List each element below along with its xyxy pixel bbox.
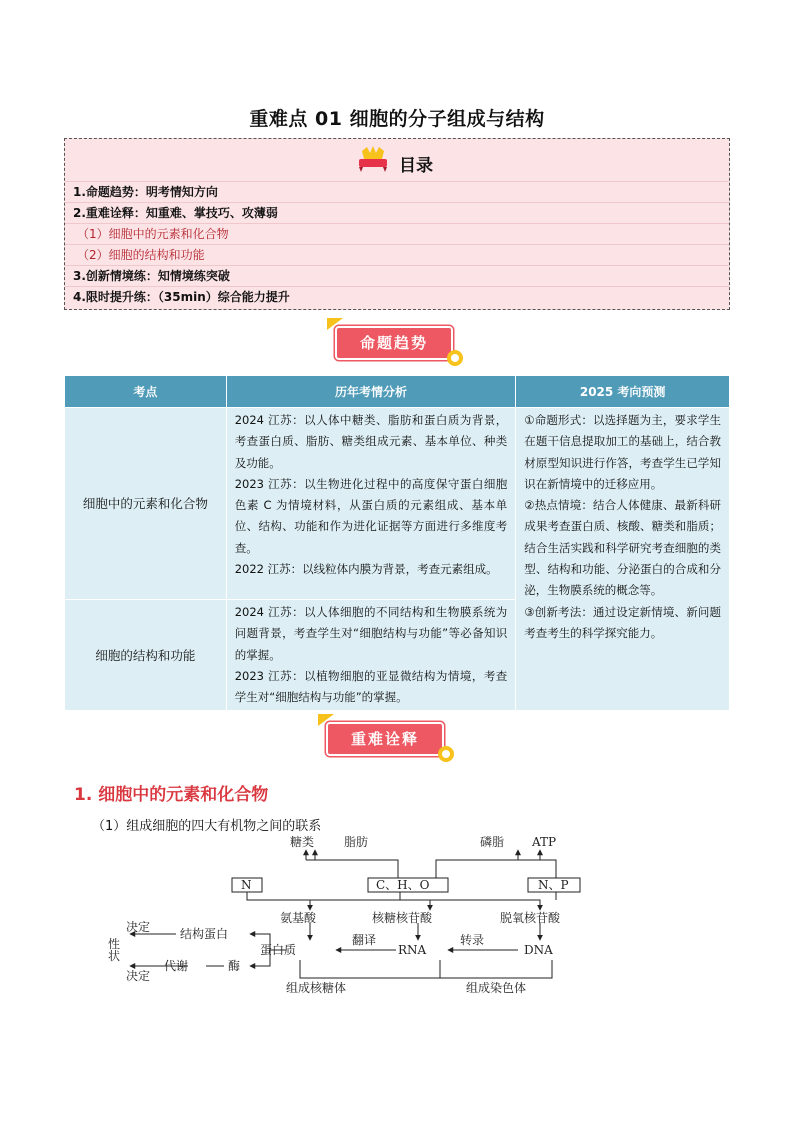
- label-decide-2: 决定: [126, 969, 151, 983]
- analysis-cell: [226, 408, 516, 600]
- toc-item: 4.限时提升练：（35min）综合能力提升: [65, 286, 729, 307]
- toc-item: （1）细胞中的元素和化合物: [65, 223, 729, 244]
- header-topic: 考点: [65, 376, 227, 408]
- exam-analysis-table: [64, 375, 730, 711]
- forecast-item: ③创新考法：通过设定新情境、新问题考查考生的科学探究能力。: [524, 604, 721, 640]
- label-structural-protein: 结构蛋白: [180, 927, 229, 941]
- label-translation: 翻译: [352, 933, 377, 947]
- label-dna: DNA: [524, 943, 553, 957]
- analysis-item: 2023 江苏：以植物细胞的亚显微结构为情境，考查学生对“细胞结构与功能”的掌握。: [234, 668, 508, 705]
- ribbon-ring-icon: [447, 350, 463, 366]
- label-protein: 蛋白质: [260, 943, 297, 957]
- label-np: N、P: [538, 878, 569, 892]
- toc-item: 3.创新情境练：知情境练突破: [65, 265, 729, 286]
- label-chromosome: 组成染色体: [466, 981, 527, 995]
- header-analysis: 历年考情分析: [226, 376, 516, 408]
- label-cho: C、H、O: [376, 878, 430, 892]
- label-n: N: [241, 878, 252, 892]
- toc-header: [65, 139, 729, 181]
- analysis-item: 2024 江苏：以人体中糖类、脂肪和蛋白质为背景，考查蛋白质、脂肪、糖类组成元素、基本单位、种类及功能。: [234, 413, 508, 470]
- label-rna: RNA: [398, 943, 427, 957]
- topic-cell: 细胞中的元素和化合物: [65, 408, 227, 600]
- label-decide-1: 决定: [126, 920, 151, 934]
- ribbon-key-points-label: 重难诠释: [326, 722, 444, 756]
- toc-item: 1.命题趋势：明考情知方向: [65, 181, 729, 202]
- organic-compounds-diagram: [100, 830, 600, 1000]
- header-forecast: 2025 考向预测: [516, 376, 730, 408]
- toc-title: 目录: [399, 156, 433, 176]
- analysis-item: 2024 江苏：以人体细胞的不同结构和生物膜系统为问题背景，考查学生对“细胞结构与功能”等必备知识的掌握。: [234, 605, 508, 662]
- label-trait-1: 性: [108, 937, 121, 951]
- label-ribosome: 组成核糖体: [286, 981, 347, 995]
- label-enzyme: 酶: [228, 959, 241, 973]
- topic-cell: 细胞的结构和功能: [65, 600, 227, 711]
- table-row: [65, 408, 730, 600]
- label-atp: ATP: [532, 835, 557, 849]
- table-header-row: [65, 376, 730, 408]
- label-metabolism: 代谢: [164, 959, 189, 973]
- label-transcription: 转录: [460, 933, 485, 947]
- toc-item: 2.重难诠释：知重难、掌技巧、攻薄弱: [65, 202, 729, 223]
- label-deoxyribonucleotide: 脱氧核苷酸: [500, 911, 561, 925]
- label-phospholipid: 磷脂: [480, 835, 505, 849]
- page-title: 重难点 01 细胞的分子组成与结构: [249, 108, 545, 130]
- ribbon-ring-icon: [438, 746, 454, 762]
- toc-list: [65, 181, 729, 307]
- forecast-cell: [516, 408, 730, 711]
- section-heading: 1. 细胞中的元素和化合物: [74, 785, 269, 805]
- label-fat: 脂肪: [344, 835, 369, 849]
- analysis-item: 2022 江苏：以线粒体内膜为背景，考查元素组成。: [234, 562, 498, 577]
- analysis-item: 2023 江苏：以生物进化过程中的高度保守蛋白细胞色素 C 为情境材料，从蛋白质的元素组成、基本单位、结构、功能和作为进化证据等方面进行多维度考查。: [234, 476, 508, 555]
- forecast-item: ②热点情境：结合人体健康、最新科研成果考查蛋白质、核酸、糖类和脂质；结合生活实践和科学研究考查细胞的类型、结构和功能、分泌蛋白的合成和分泌，生物膜系统的概念等。: [524, 498, 721, 598]
- table-of-contents: [64, 138, 730, 310]
- toc-item: （2）细胞的结构和功能: [65, 244, 729, 265]
- label-amino-acid: 氨基酸: [280, 911, 317, 925]
- analysis-cell: [226, 600, 516, 711]
- label-trait-2: 状: [108, 949, 121, 963]
- ribbon-trend: [327, 318, 467, 370]
- subsection-heading: （1）组成细胞的四大有机物之间的联系: [92, 819, 322, 834]
- label-sugar: 糖类: [290, 835, 315, 849]
- ribbon-key-points: [318, 714, 458, 766]
- label-ribonucleotide: 核糖核苷酸: [372, 911, 433, 925]
- forecast-item: ①命题形式：以选择题为主，要求学生在题干信息提取加工的基础上，结合教材原型知识进行作答，考查学生已学知识在新情境中的迁移应用。: [524, 413, 721, 491]
- crown-badge-icon: [357, 145, 389, 173]
- ribbon-trend-label: 命题趋势: [335, 326, 453, 360]
